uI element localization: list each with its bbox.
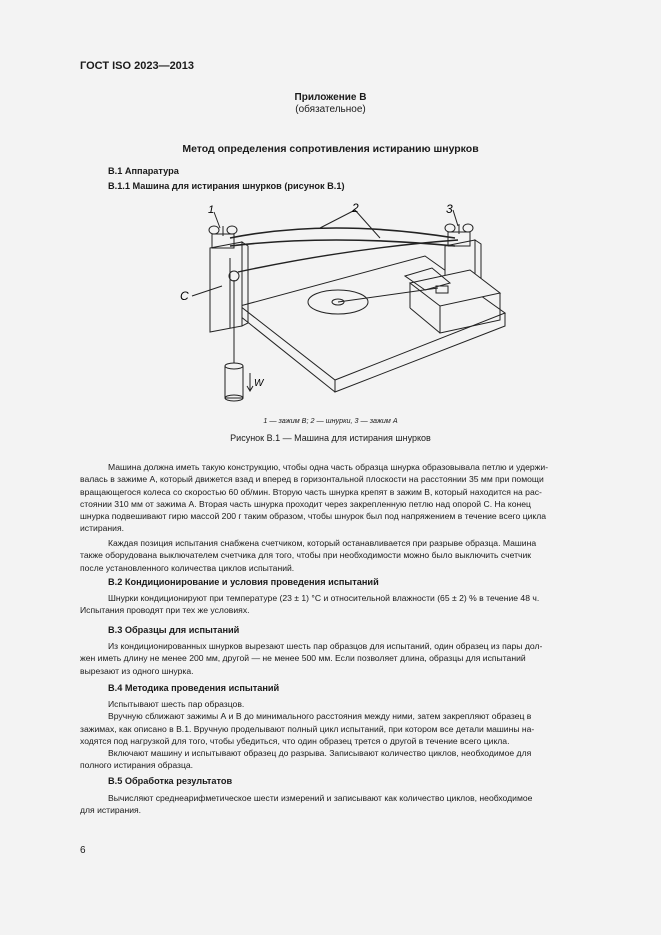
paragraph-counter: Каждая позиция испытания снабжена счетчиком, который останавливается при разрыве образца. Машина также оборудована выключателем счетчика для того, чтобы при необходимости можно было выключить счетчик после установленного количества циклов испытаний. xyxy=(80,538,537,573)
weight-top xyxy=(225,363,243,369)
paragraph-specimens: Из кондиционированных шнурков вырезают шесть пар образцов для испытаний, один образец из пары дол- жен иметь длину не менее 200 мм, другой — не менее 500 мм. Если позволяет длина, образцы для испытаний вырезают из одного шнурка. xyxy=(80,641,543,676)
paragraph-results: Вычисляют среднеарифметическое шести измерений и записывают как количество циклов, необходимое для истирания. xyxy=(80,793,533,816)
label-2: 2 xyxy=(352,201,359,215)
clamp-b-wing-left xyxy=(209,226,219,234)
label-1: 1 xyxy=(208,204,215,216)
paragraph-conditioning: Шнурки кондиционируют при температуре (23 ± 1) °С и относительной влажности (65 ± 2) % в течение 48 ч. Испытания проводят при тех же условиях. xyxy=(80,593,540,616)
figure-legend: 1 — зажим В; 2 — шнурки, 3 — зажим А xyxy=(263,416,398,425)
subsection-heading-b11: В.1.1 Машина для истирания шнурков (рисунок В.1) xyxy=(108,181,345,191)
section-heading-b2: В.2 Кондиционирование и условия проведения испытаний xyxy=(108,577,379,587)
document-title: Метод определения сопротивления истиранию шнурков xyxy=(182,143,479,155)
section-heading-b5: В.5 Обработка результатов xyxy=(108,776,233,786)
clamp-a-wing-left xyxy=(445,224,455,232)
label-w: W xyxy=(254,378,264,389)
abrasion-machine-figure xyxy=(170,198,530,410)
clamp-b-wing-right xyxy=(227,226,237,234)
section-heading-b4: В.4 Методика проведения испытаний xyxy=(108,683,280,693)
support-c-side xyxy=(242,242,248,326)
section-heading-b1: В.1 Аппаратура xyxy=(108,166,179,176)
page-number: 6 xyxy=(80,845,86,856)
lace-upper xyxy=(230,228,455,238)
annex-title: Приложение В xyxy=(294,92,367,103)
figure-caption: Рисунок В.1 — Машина для истирания шнурков xyxy=(230,433,431,443)
paragraph-machine-description: Машина должна иметь такую конструкцию, чтобы одна часть образца шнурка образовывала петлю и удержи- валась в зажиме А, который движется взад и вперед в горизонтальной плоскости на расстоянии 35 мм при помощи вращающегося колеса со скоростью 60 об/мин. Вторую часть шнурка крепят в зажим В, который находится на рас- стоянии 310 мм от зажима А. Вторая часть шнурка проходит через закрепленную петлю над опорой С. На конец шнурка подвешивают гирю массой 200 г таким образом, чтобы шнурок был под напряжением в течение всего цикла истирания. xyxy=(80,462,549,534)
label-3: 3 xyxy=(446,202,453,216)
leader-2b xyxy=(355,210,380,238)
label-c: C xyxy=(180,289,189,303)
clamp-a-wing-right xyxy=(463,224,473,232)
standard-header: ГОСТ ISO 2023—2013 xyxy=(80,60,195,72)
support-c-front xyxy=(210,242,242,332)
paragraph-procedure: Испытывают шесть пар образцов. Вручную сближают зажимы А и В до минимального расстояния между ними, затем закрепляют образец в зажимах, как описано в В.1. Вручную проделывают полный цикл испытаний, при котором все детали машины на- ходятся под нагрузкой для того, чтобы убедиться, что один образец трется о другой в течение всего цикла. Включают машину и испытывают образец до разрыва. Записывают количество циклов, необходимое для полного истирания образца. xyxy=(80,699,535,771)
leader-2a xyxy=(320,210,355,228)
weight-body xyxy=(225,366,243,398)
annex-status: (обязательное) xyxy=(295,104,366,115)
leader-3 xyxy=(453,210,458,226)
section-heading-b3: В.3 Образцы для испытаний xyxy=(108,625,240,635)
